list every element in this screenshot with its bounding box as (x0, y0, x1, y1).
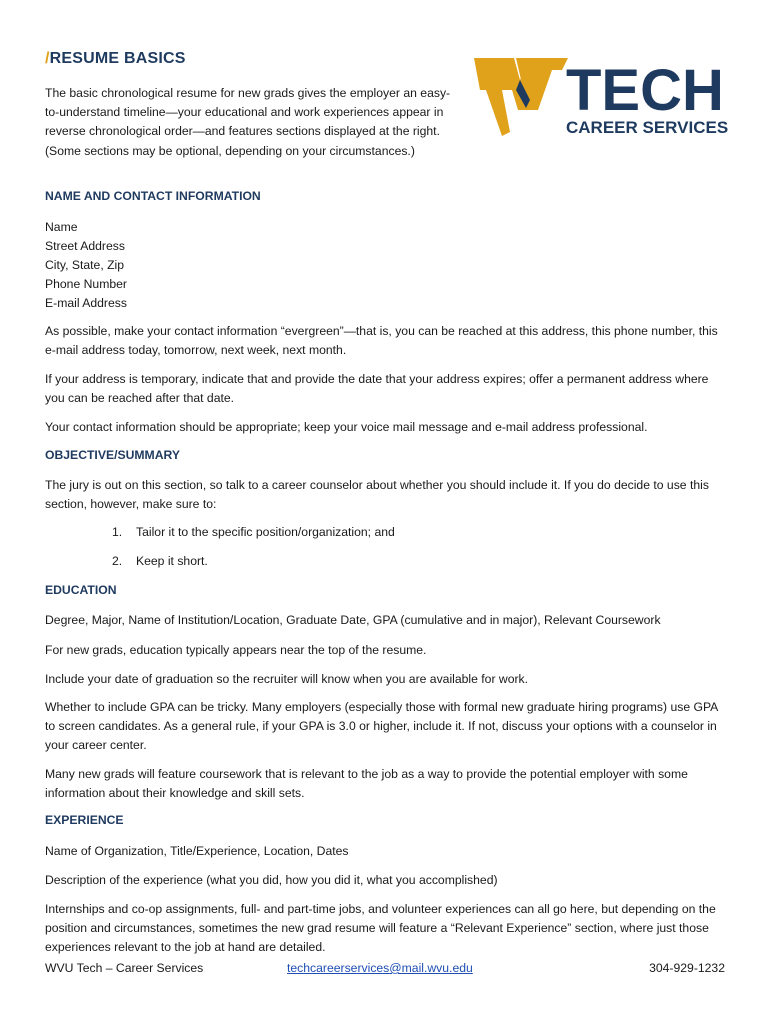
education-heading: EDUCATION (45, 583, 117, 597)
experience-heading: EXPERIENCE (45, 813, 124, 827)
experience-paragraph-1: Name of Organization, Title/Experience, Location, Dates (45, 844, 349, 858)
logo-subtitle-text: CAREER SERVICES (566, 118, 729, 137)
wvu-tech-logo (472, 50, 734, 140)
contact-heading: NAME AND CONTACT INFORMATION (45, 189, 261, 203)
footer-phone: 304-929-1232 (649, 961, 725, 975)
footer-org: WVU Tech – Career Services (45, 961, 204, 975)
title-slash: / (45, 50, 50, 67)
contact-line: Street Address (45, 239, 125, 253)
education-paragraph-3: Include your date of graduation so the recruiter will know when you are available for work. (45, 672, 529, 686)
objective-paragraph: The jury is out on this section, so talk to a career counselor about whether you should include it. If you do decide to use this section, however, make sure to: (45, 478, 709, 512)
contact-line: E-mail Address (45, 296, 127, 310)
contact-line: Name (45, 220, 78, 234)
contact-line: City, State, Zip (45, 258, 125, 272)
contact-line: Phone Number (45, 277, 127, 291)
experience-paragraph-3: Internships and co-op assignments, full- and part-time jobs, and volunteer experiences can all go here, but depending on the position and circumstances, sometimes the new grad resume will feature a “Relevant Experience” section, where just those experiences relevant to the job at hand are detailed. (45, 902, 716, 955)
page-title (45, 50, 186, 68)
list-item-text: Keep it short. (136, 554, 208, 568)
flying-wv-icon (474, 58, 568, 136)
education-paragraph-1: Degree, Major, Name of Institution/Location, Graduate Date, GPA (cumulative and in major), Relevant Coursework (45, 613, 661, 627)
list-item (112, 554, 208, 568)
experience-paragraph-2: Description of the experience (what you did, how you did it, what you accomplished) (45, 873, 498, 887)
list-item-number: 2. (112, 554, 123, 568)
contact-paragraph-2: If your address is temporary, indicate that and provide the date that your address expires; offer a permanent address where you can be reached after that date. (45, 372, 709, 406)
footer-email-link[interactable]: techcareerservices@mail.wvu.edu (287, 961, 473, 975)
title-text: RESUME BASICS (49, 50, 186, 67)
education-paragraph-2: For new grads, education typically appears near the top of the resume. (45, 643, 427, 657)
objective-heading: OBJECTIVE/SUMMARY (45, 448, 180, 462)
education-paragraph-5: Many new grads will feature coursework that is relevant to the job as a way to provide the potential employer with some information about their knowledge and skill sets. (45, 767, 688, 801)
intro-paragraph: The basic chronological resume for new grads gives the employer an easy-to-understand timeline—your educational and work experiences appear in reverse chronological order—and features sections displayed at the right. (Some sections may be optional, depending on your circumstances.) (45, 86, 451, 158)
contact-paragraph-3: Your contact information should be appropriate; keep your voice mail message and e-mail address professional. (45, 420, 648, 434)
logo-brand-text: TECH (566, 58, 724, 123)
contact-paragraph-1: As possible, make your contact information “evergreen”—that is, you can be reached at this address, this phone number, this e-mail address today, tomorrow, next week, next month. (45, 324, 718, 358)
list-item-text: Tailor it to the specific position/organization; and (136, 525, 395, 539)
list-item (112, 525, 395, 539)
list-item-number: 1. (112, 525, 123, 539)
contact-lines (45, 218, 730, 313)
education-paragraph-4: Whether to include GPA can be tricky. Many employers (especially those with formal new graduate hiring programs) use GPA to screen candidates. As a general rule, if your GPA is 3.0 or higher, include it. If not, discuss your options with a counselor in your career center. (45, 700, 718, 753)
